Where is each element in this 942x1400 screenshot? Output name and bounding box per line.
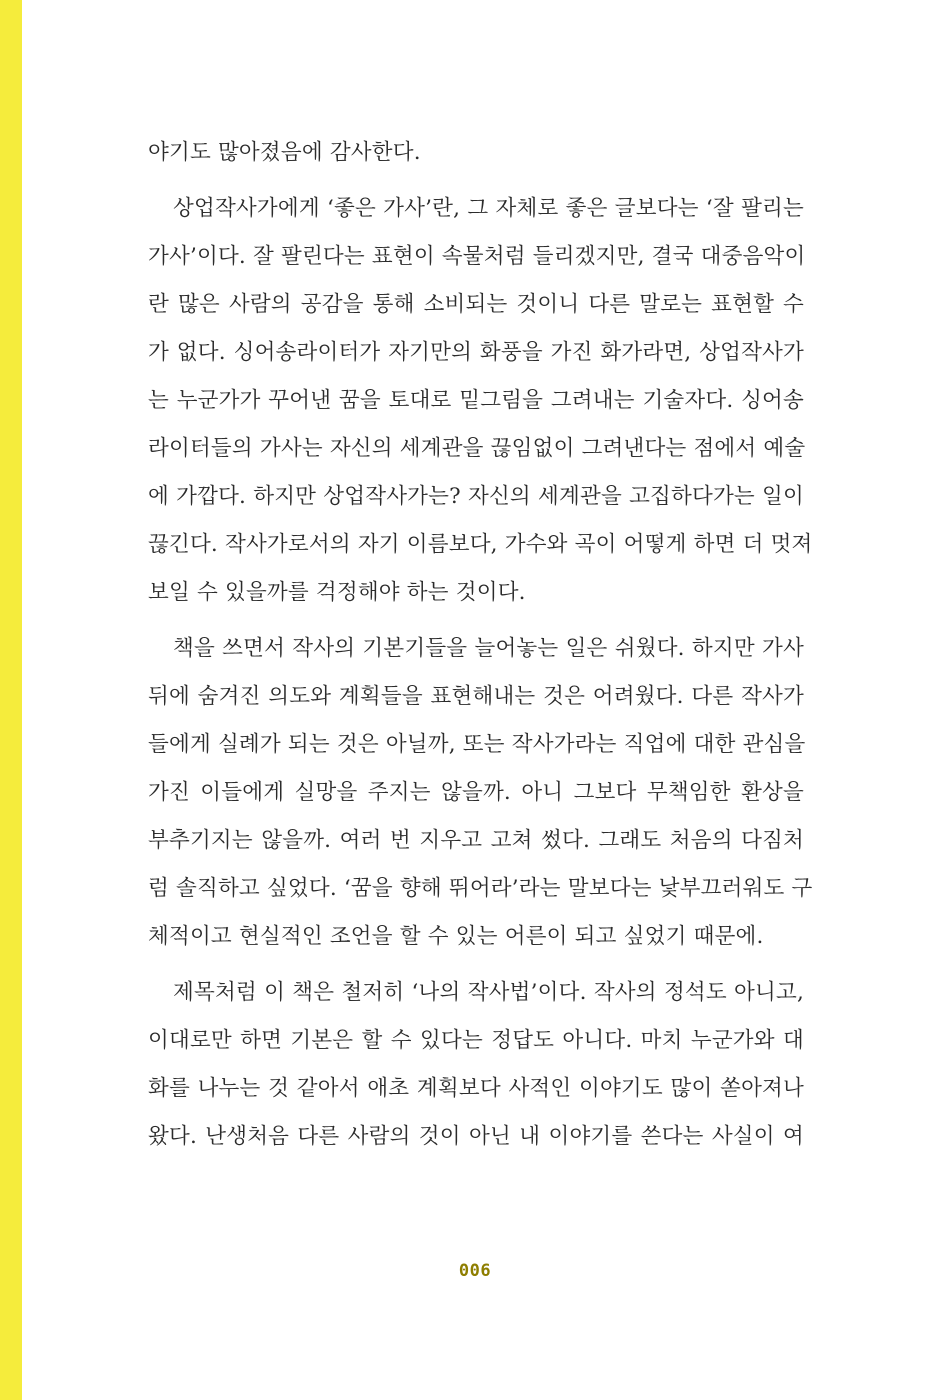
text-line: 야기도 많아졌음에 감사한다. [148, 140, 421, 165]
text-line: 란 많은 사람의 공감을 통해 소비되는 것이니 다른 말로는 표현할 수 [148, 292, 804, 317]
text-line: 라이터들의 가사는 자신의 세계관을 끊임없이 그려낸다는 점에서 예술 [148, 436, 806, 461]
text-line: 왔다. 난생처음 다른 사람의 것이 아닌 내 이야기를 쓴다는 사실이 여 [148, 1124, 804, 1149]
text-line: 럼 솔직하고 싶었다. ‘꿈을 향해 뛰어라’라는 말보다는 낯부끄러워도 구 [148, 876, 813, 901]
text-line: 상업작사가에게 ‘좋은 가사’란, 그 자체로 좋은 글보다는 ‘잘 팔리는 [173, 196, 804, 221]
body-text [148, 129, 813, 1161]
text-line: 끊긴다. 작사가로서의 자기 이름보다, 가수와 곡이 어떻게 하면 더 멋져 [148, 532, 813, 557]
text-line: 보일 수 있을까를 걱정해야 하는 것이다. [148, 580, 526, 605]
yellow-edge-band [0, 0, 22, 1400]
text-line: 체적이고 현실적인 조언을 할 수 있는 어른이 되고 싶었기 때문에. [148, 924, 764, 949]
page-number: 006 [458, 1261, 492, 1281]
text-line: 들에게 실례가 되는 것은 아닐까, 또는 작사가라는 직업에 대한 관심을 [148, 732, 806, 757]
text-line: 화를 나누는 것 같아서 애초 계획보다 사적인 이야기도 많이 쏟아져나 [148, 1076, 804, 1101]
text-line: 가진 이들에게 실망을 주지는 않을까. 아니 그보다 무책임한 환상을 [148, 780, 804, 805]
text-line: 가 없다. 싱어송라이터가 자기만의 화풍을 가진 화가라면, 상업작사가 [148, 340, 804, 365]
text-line: 책을 쓰면서 작사의 기본기들을 늘어놓는 일은 쉬웠다. 하지만 가사 [173, 636, 804, 661]
text-line: 부추기지는 않을까. 여러 번 지우고 고쳐 썼다. 그래도 처음의 다짐처 [148, 828, 804, 853]
text-line: 뒤에 숨겨진 의도와 계획들을 표현해내는 것은 어려웠다. 다른 작사가 [148, 684, 804, 709]
text-line: 는 누군가가 꾸어낸 꿈을 토대로 밑그림을 그려내는 기술자다. 싱어송 [148, 388, 804, 413]
text-line: 에 가깝다. 하지만 상업작사가는? 자신의 세계관을 고집하다가는 일이 [148, 484, 804, 509]
text-line: 가사’이다. 잘 팔린다는 표현이 속물처럼 들리겠지만, 결국 대중음악이 [148, 244, 806, 269]
text-line: 제목처럼 이 책은 철저히 ‘나의 작사법’이다. 작사의 정석도 아니고, [173, 980, 804, 1005]
text-line: 이대로만 하면 기본은 할 수 있다는 정답도 아니다. 마치 누군가와 대 [148, 1028, 804, 1053]
